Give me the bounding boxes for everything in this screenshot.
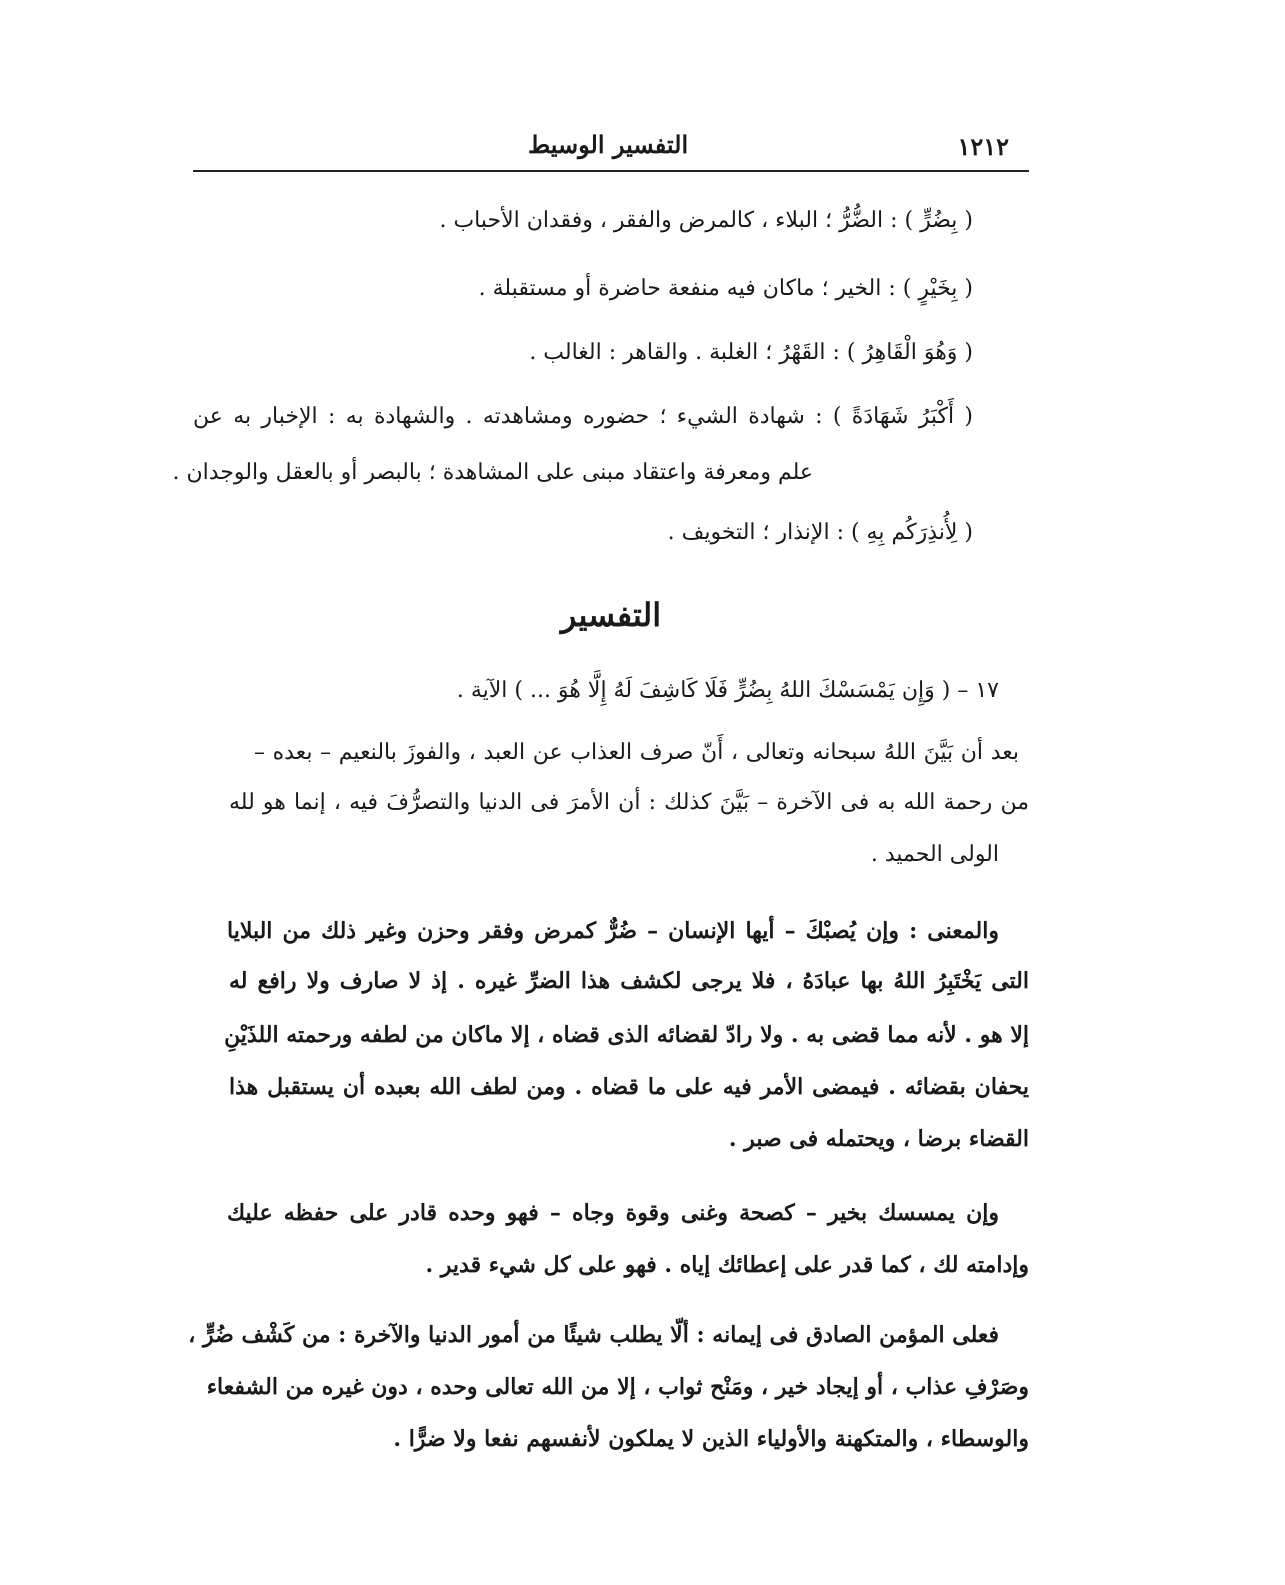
glossary-line: ( بِخَيْرٍ ) : الخير ؛ ماكان فيه منفعة حاضرة أو مستقبلة . bbox=[478, 276, 973, 301]
paragraph-line: وصَرْفِ عذاب ، أو إيجاد خير ، ومَنْح ثواب ، إلا من الله تعالى وحده ، دون غيره من الشفعاء bbox=[206, 1374, 1029, 1400]
header-rule bbox=[193, 170, 1029, 172]
glossary-line: ( لِأُنذِرَكُم بِهِ ) : الإنذار ؛ التخويف . bbox=[667, 520, 973, 545]
page-number: ١٢١٢ bbox=[957, 132, 1009, 161]
paragraph-line: التى يَخْتَبِرُ اللهُ بها عبادَهُ ، فلا يرجى لكشف هذا الضرِّ غيره . إذ لا صارف ولا رافع له bbox=[229, 968, 1029, 994]
page-header bbox=[193, 128, 1029, 170]
glossary-line: ( وَهُوَ الْقَاهِرُ ) : القَهْرُ ؛ الغلبة . والقاهر : الغالب . bbox=[529, 340, 973, 365]
verse-line: ١٧ – ( وَإِن يَمْسَسْكَ اللهُ بِضُرٍّ فَلَا كَاشِفَ لَهُ إِلَّا هُوَ ... ) الآية . bbox=[456, 678, 999, 703]
paragraph-line: بعد أن بَيَّنَ اللهُ سبحانه وتعالى ، أَنّ صرف العذاب عن العبد ، والفوزَ بالنعيم – بعده – bbox=[254, 740, 1019, 765]
section-title: التفسير bbox=[560, 596, 662, 634]
paragraph-line: والمعنى : وإن يُصبْكَ – أيها الإنسان – ضُرٌّ كمرض وفقر وحزن وغير ذلك من البلايا bbox=[227, 918, 999, 944]
paragraph-line: فعلى المؤمن الصادق فى إيمانه : ألّا يطلب شيئًا من أمور الدنيا والآخرة : من كَشْف ضُرٍّ ، bbox=[188, 1322, 999, 1348]
glossary-line: علم ومعرفة واعتقاد مبنى على المشاهدة ؛ بالبصر أو بالعقل والوجدان . bbox=[172, 460, 813, 485]
paragraph-line: إلا هو . لأنه مما قضى به . ولا رادّ لقضائه الذى قضاه ، إلا ماكان من لطفه ورحمته اللذَيْنِ bbox=[224, 1022, 1029, 1048]
paragraph-line: والوسطاء ، والمتكهنة والأولياء الذين لا يملكون لأنفسهم نفعا ولا ضرًّا . bbox=[393, 1426, 1029, 1452]
paragraph-line: يحفان بقضائه . فيمضى الأمر فيه على ما قضاه . ومن لطف الله بعبده أن يستقبل هذا bbox=[229, 1074, 1029, 1100]
paragraph-line: وإن يمسسك بخير – كصحة وغنى وقوة وجاه – فهو وحده قادر على حفظه عليك bbox=[227, 1200, 999, 1226]
paragraph-line: القضاء برضا ، ويحتمله فى صبر . bbox=[728, 1126, 1029, 1152]
glossary-line: ( بِضُرٍّ ) : الضُّرُّ ؛ البلاء ، كالمرض والفقر ، وفقدان الأحباب . bbox=[439, 208, 973, 233]
running-title: التفسير الوسيط bbox=[528, 130, 689, 159]
paragraph-line: من رحمة الله به فى الآخرة – بَيَّنَ كذلك : أن الأمرَ فى الدنيا والتصرُّفَ فيه ، إنما هو لله bbox=[229, 790, 1029, 815]
glossary-line: ( أَكْبَرُ شَهَادَةً ) : شهادة الشيء ؛ حضوره ومشاهدته . والشهادة به : الإخبار به عن bbox=[193, 404, 973, 429]
paragraph-line: الولى الحميد . bbox=[870, 842, 999, 867]
paragraph-line: وإدامته لك ، كما قدر على إعطائك إياه . فهو على كل شيء قدير . bbox=[425, 1252, 1029, 1278]
